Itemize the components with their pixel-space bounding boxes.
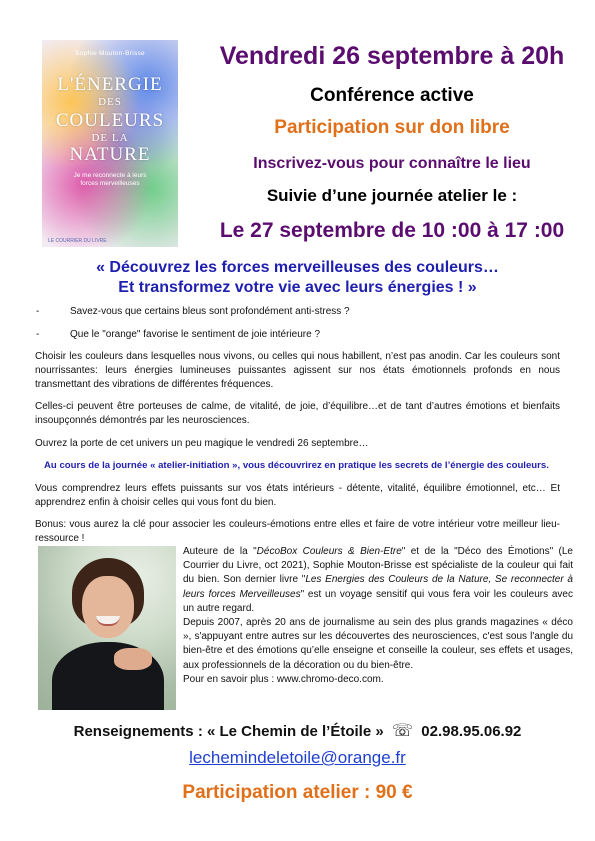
cover-publisher: LE COURRIER DU LIVRE bbox=[48, 238, 107, 244]
book-cover-image bbox=[42, 40, 178, 247]
participation-info: Participation sur don libre bbox=[274, 117, 510, 138]
cover-subtitle-line: forces merveilleuses bbox=[80, 180, 140, 187]
bonus-paragraph: Bonus: vous aurez la clé pour associer les couleurs-émotions entre elles et faire de votre intérieur votre meilleur lieu-ressource ! bbox=[35, 519, 560, 545]
tagline-line-2: Et transformez votre vie avec leurs énergies ! » bbox=[118, 279, 477, 296]
cover-subtitle-line: Je me reconnecte à leurs bbox=[73, 172, 147, 179]
photo-face bbox=[82, 576, 134, 638]
cover-author: Sophie Mouton-Brisse bbox=[75, 50, 145, 57]
cover-title-line: COULEURS bbox=[55, 110, 165, 131]
author-bio bbox=[183, 545, 573, 687]
author-photo bbox=[38, 546, 176, 710]
bullet-text: Que le "orange" favorise le sentiment de joie intérieure ? bbox=[70, 329, 321, 340]
cover-title-line: DE LA bbox=[91, 132, 129, 144]
workshop-date: Le 27 septembre de 10 :00 à 17 :00 bbox=[219, 219, 565, 242]
list-item bbox=[36, 329, 320, 340]
bio-text: Auteure de la " bbox=[183, 546, 257, 557]
register-info: Inscrivez-vous pour connaître le lieu bbox=[253, 155, 531, 172]
bullet-dash: - bbox=[36, 329, 40, 340]
tagline-line-1: « Découvrez les forces merveilleuses des couleurs… bbox=[96, 259, 499, 276]
event-date-heading: Vendredi 26 septembre à 20h bbox=[219, 42, 565, 70]
phone-icon: ☏ bbox=[391, 721, 414, 740]
bio-book-title: DécoBox Couleurs & Bien-Etre bbox=[256, 546, 402, 557]
event-type: Conférence active bbox=[310, 85, 474, 106]
bio-website[interactable]: Pour en savoir plus : www.chromo-deco.com. bbox=[183, 673, 384, 685]
photo-hand bbox=[114, 648, 152, 670]
cover-subtitle bbox=[42, 172, 178, 188]
body-paragraph: Vous comprendrez leurs effets puissants sur vos états intérieurs - détente, vitalité, équilibre émotionnel, etc… Et apprendrez enfin à choisir celles qui vous font du bien. bbox=[35, 483, 560, 509]
bio-paragraph bbox=[183, 545, 573, 616]
phone-number[interactable]: 02.98.95.06.92 bbox=[421, 723, 522, 740]
body-paragraph: Choisir les couleurs dans lesquelles nous vivons, ou celles qui nous habillent, n’est pas anodin. Car les couleurs sont nourrissantes: leurs énergies lumineuses puissantes agissent sur nos états émotionnels profonds en nous transmettant des vibrations de différentes fréquences. bbox=[35, 351, 560, 391]
bio-book-title: Les Energies des Couleurs de la Nature, Se reconnecter à leurs forces Merveilleuses bbox=[183, 574, 573, 600]
workshop-intro: Suivie d’une journée atelier le : bbox=[266, 186, 518, 205]
list-item bbox=[36, 306, 350, 317]
contact-label: Renseignements : « Le Chemin de l’Étoile » bbox=[73, 723, 384, 740]
bio-text: " et de la "Déco des Émotions" (Le Courrier du Livre, oct 2021), Sophie Mouton-Brisse est spécialiste de la couleur qui fait du bien. Son dernier livre " bbox=[183, 546, 573, 586]
contact-line bbox=[20, 721, 575, 741]
bio-paragraph: Depuis 2007, après 20 ans de journalisme au sein des plus grands magazines « déco », s'appuyant entre autres sur les découvertes des neurosciences, c'est sous l'angle du bien-être et des émotions qu’elle enseigne et conseille la couleur, ses effets et usages, aux professionnels de la décoration ou du bien-être. bbox=[183, 617, 573, 671]
bio-text: " est un voyage sensitif qui vous fera voir les couleurs avec un autre regard. bbox=[183, 588, 573, 614]
body-paragraph: Celles-ci peuvent être porteuses de calme, de vitalité, de joie, d’équilibre…et de tant d’autres émotions et bienfaits insoupçonnés démontrés par les neurosciences. bbox=[35, 401, 560, 427]
email-link[interactable]: lechemindeletoile@orange.fr bbox=[189, 748, 406, 767]
bullet-text: Savez-vous que certains bleus sont profondément anti-stress ? bbox=[70, 306, 350, 317]
workshop-price: Participation atelier : 90 € bbox=[182, 782, 413, 803]
cover-title-line: NATURE bbox=[69, 144, 151, 165]
cover-title-line: L'ÉNERGIE bbox=[57, 74, 163, 95]
cover-title-line: DES bbox=[98, 96, 122, 108]
bullet-dash: - bbox=[36, 306, 40, 317]
body-paragraph: Ouvrez la porte de cet univers un peu magique le vendredi 26 septembre… bbox=[35, 438, 369, 449]
workshop-highlight: Au cours de la journée « atelier-initiation », vous découvrirez en pratique les secrets de l’énergie des couleurs. bbox=[44, 460, 549, 471]
